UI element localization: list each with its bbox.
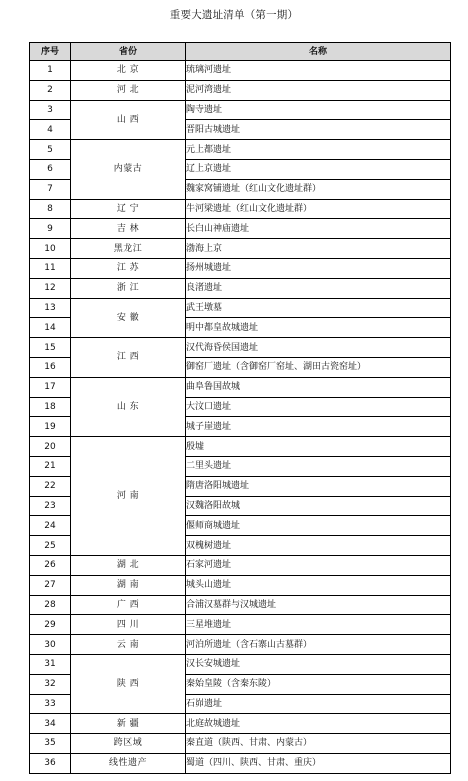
row-province: 线性遗产 (71, 753, 186, 773)
table-row (30, 338, 451, 358)
row-province: 江 苏 (71, 258, 186, 278)
row-number: 10 (30, 239, 71, 259)
row-province: 云 南 (71, 635, 186, 655)
row-number: 8 (30, 199, 71, 219)
row-number: 11 (30, 258, 71, 278)
row-site-name: 良渚遗址 (186, 278, 451, 298)
row-number: 19 (30, 417, 71, 437)
table-row (30, 753, 451, 773)
row-site-name: 北庭故城遗址 (186, 714, 451, 734)
row-site-name: 城子崖遗址 (186, 417, 451, 437)
header-province: 省份 (71, 43, 186, 61)
row-number: 1 (30, 61, 71, 81)
row-province: 安 徽 (71, 298, 186, 338)
row-number: 13 (30, 298, 71, 318)
row-site-name: 琉璃河遗址 (186, 61, 451, 81)
row-number: 33 (30, 694, 71, 714)
row-site-name: 晋阳古城遗址 (186, 120, 451, 140)
row-province: 内蒙古 (71, 140, 186, 199)
row-site-name: 汉代海昏侯国遗址 (186, 338, 451, 358)
row-province: 湖 南 (71, 575, 186, 595)
table-row (30, 654, 451, 674)
table-row (30, 298, 451, 318)
row-site-name: 石家河遗址 (186, 555, 451, 575)
row-site-name: 御窑厂遗址（含御窑厂窑址、湖田古瓷窑址） (186, 357, 451, 377)
header-number: 序号 (30, 43, 71, 61)
row-site-name: 殷墟 (186, 437, 451, 457)
row-province: 北 京 (71, 61, 186, 81)
row-province: 陕 西 (71, 654, 186, 713)
row-site-name: 城头山遗址 (186, 575, 451, 595)
row-site-name: 三星堆遗址 (186, 615, 451, 635)
row-number: 5 (30, 140, 71, 160)
table-row (30, 555, 451, 575)
row-site-name: 偃师商城遗址 (186, 516, 451, 536)
table-row (30, 714, 451, 734)
row-site-name: 陶寺遗址 (186, 100, 451, 120)
table-row (30, 100, 451, 120)
row-number: 29 (30, 615, 71, 635)
document-title: 重要大遗址清单（第一期） (169, 9, 299, 21)
row-province: 山 西 (71, 100, 186, 140)
row-site-name: 河泊所遗址（含石寨山古墓群） (186, 635, 451, 655)
row-site-name: 合浦汉墓群与汉城遗址 (186, 595, 451, 615)
row-province: 跨区域 (71, 734, 186, 754)
row-province: 山 东 (71, 377, 186, 436)
table-row (30, 615, 451, 635)
sites-table (29, 42, 451, 774)
table-row (30, 595, 451, 615)
row-number: 7 (30, 179, 71, 199)
row-number: 6 (30, 159, 71, 179)
row-province: 河 南 (71, 437, 186, 556)
row-number: 32 (30, 674, 71, 694)
row-number: 17 (30, 377, 71, 397)
table-header-row (30, 43, 451, 61)
row-site-name: 元上都遗址 (186, 140, 451, 160)
table-row (30, 635, 451, 655)
row-site-name: 大汶口遗址 (186, 397, 451, 417)
row-site-name: 扬州城遗址 (186, 258, 451, 278)
row-number: 35 (30, 734, 71, 754)
row-number: 36 (30, 753, 71, 773)
row-number: 2 (30, 80, 71, 100)
table-row (30, 239, 451, 259)
row-site-name: 魏家窝铺遗址（红山文化遗址群） (186, 179, 451, 199)
row-province: 四 川 (71, 615, 186, 635)
row-province: 黑龙江 (71, 239, 186, 259)
row-number: 9 (30, 219, 71, 239)
row-number: 15 (30, 338, 71, 358)
row-number: 18 (30, 397, 71, 417)
row-province: 辽 宁 (71, 199, 186, 219)
row-number: 20 (30, 437, 71, 457)
table-row (30, 140, 451, 160)
row-number: 30 (30, 635, 71, 655)
row-number: 28 (30, 595, 71, 615)
row-number: 23 (30, 496, 71, 516)
table-row (30, 575, 451, 595)
row-number: 26 (30, 555, 71, 575)
row-site-name: 武王墩墓 (186, 298, 451, 318)
row-site-name: 明中都皇故城遗址 (186, 318, 451, 338)
row-site-name: 泥河湾遗址 (186, 80, 451, 100)
row-number: 14 (30, 318, 71, 338)
row-site-name: 秦始皇陵（含秦东陵） (186, 674, 451, 694)
table-row (30, 377, 451, 397)
row-site-name: 曲阜鲁国故城 (186, 377, 451, 397)
table-row (30, 61, 451, 81)
table-row (30, 734, 451, 754)
row-province: 新 疆 (71, 714, 186, 734)
row-province: 浙 江 (71, 278, 186, 298)
row-number: 21 (30, 456, 71, 476)
row-site-name: 蜀道（四川、陕西、甘肃、重庆） (186, 753, 451, 773)
row-site-name: 二里头遗址 (186, 456, 451, 476)
row-province: 江 西 (71, 338, 186, 378)
row-site-name: 石峁遗址 (186, 694, 451, 714)
row-site-name: 双槐树遗址 (186, 536, 451, 556)
row-site-name: 隋唐洛阳城遗址 (186, 476, 451, 496)
row-number: 24 (30, 516, 71, 536)
row-site-name: 汉长安城遗址 (186, 654, 451, 674)
row-province: 湖 北 (71, 555, 186, 575)
table-row (30, 80, 451, 100)
header-name: 名称 (186, 43, 451, 61)
row-number: 16 (30, 357, 71, 377)
table-row (30, 278, 451, 298)
row-site-name: 牛河梁遗址（红山文化遗址群） (186, 199, 451, 219)
row-site-name: 长白山神庙遗址 (186, 219, 451, 239)
table-row (30, 437, 451, 457)
row-number: 27 (30, 575, 71, 595)
row-site-name: 辽上京遗址 (186, 159, 451, 179)
row-number: 31 (30, 654, 71, 674)
row-number: 22 (30, 476, 71, 496)
row-site-name: 汉魏洛阳故城 (186, 496, 451, 516)
row-site-name: 秦直道（陕西、甘肃、内蒙古） (186, 734, 451, 754)
table-row (30, 199, 451, 219)
row-number: 12 (30, 278, 71, 298)
row-province: 吉 林 (71, 219, 186, 239)
row-number: 25 (30, 536, 71, 556)
row-number: 34 (30, 714, 71, 734)
table-row (30, 219, 451, 239)
table-row (30, 258, 451, 278)
row-province: 河 北 (71, 80, 186, 100)
row-site-name: 渤海上京 (186, 239, 451, 259)
row-province: 广 西 (71, 595, 186, 615)
row-number: 3 (30, 100, 71, 120)
row-number: 4 (30, 120, 71, 140)
